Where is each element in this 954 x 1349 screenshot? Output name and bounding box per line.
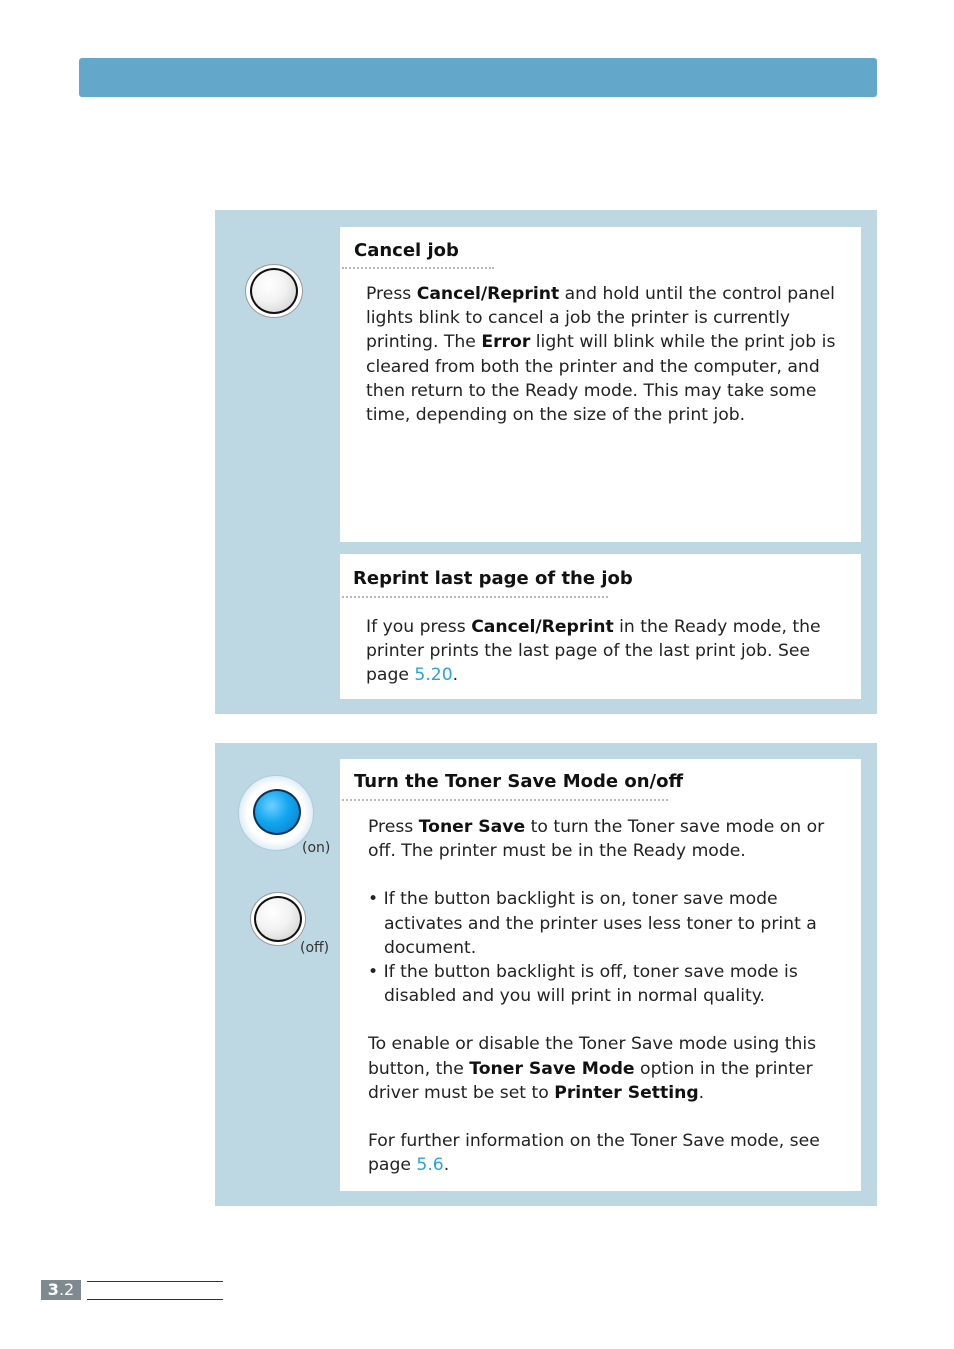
page-link[interactable]: 5.20 bbox=[414, 665, 453, 686]
header-bar bbox=[79, 58, 877, 97]
toner-save-title: Turn the Toner Save Mode on/off bbox=[354, 771, 684, 792]
list-item: • If the button backlight is off, toner save mode is disabled and you will print in normal quality. bbox=[368, 962, 798, 1007]
toner-save-on-button-icon bbox=[253, 789, 301, 835]
toner-save-panel bbox=[215, 743, 877, 1206]
reprint-card bbox=[340, 554, 861, 699]
cancel-job-card bbox=[340, 227, 861, 542]
title-underline bbox=[342, 596, 608, 598]
reprint-title: Reprint last page of the job bbox=[353, 568, 633, 589]
footer-rule bbox=[87, 1281, 223, 1282]
toner-save-card bbox=[340, 759, 861, 1191]
cancel-job-text: Press Cancel/Reprint and hold until the control panel lights blink to cancel a job the printer is currently printing. The Error light will blink while the print job is cleared from both the printer and the computer, and then return to the Ready mode. This may take some time, depending on the size of the print job. bbox=[366, 284, 836, 426]
cancel-reprint-button-icon bbox=[245, 264, 303, 318]
off-label: (off) bbox=[300, 940, 330, 956]
list-item: • If the button backlight is on, toner save mode activates and the printer uses less toner to print a document. bbox=[368, 889, 817, 958]
page-number: 3.2 bbox=[41, 1280, 81, 1300]
page-link[interactable]: 5.6 bbox=[416, 1155, 444, 1176]
title-underline bbox=[342, 267, 494, 269]
title-underline bbox=[342, 799, 668, 801]
cancel-reprint-panel bbox=[215, 210, 877, 714]
cancel-job-title: Cancel job bbox=[354, 240, 459, 261]
toner-save-text: Press Toner Save to turn the Toner save mode on or off. The printer must be in the Ready mode. • If the button backlight is on, toner save mode activates and the printer uses less toner to print a document. • If the button backlight is off, toner save mode is disabled and you will print in normal quality. To enable or disable the Toner Save mode using this button, the Toner Save Mode option in the printer driver must be set to Printer Setting. For further information on the Toner Save mode, see page 5.6. bbox=[368, 815, 836, 1177]
toner-save-off-ring bbox=[250, 892, 306, 946]
on-label: (on) bbox=[302, 840, 331, 856]
footer-rule bbox=[87, 1299, 223, 1300]
toner-save-off-button-icon bbox=[254, 896, 302, 942]
reprint-text: If you press Cancel/Reprint in the Ready mode, the printer prints the last page of the last print job. See page 5.20. bbox=[366, 617, 821, 686]
